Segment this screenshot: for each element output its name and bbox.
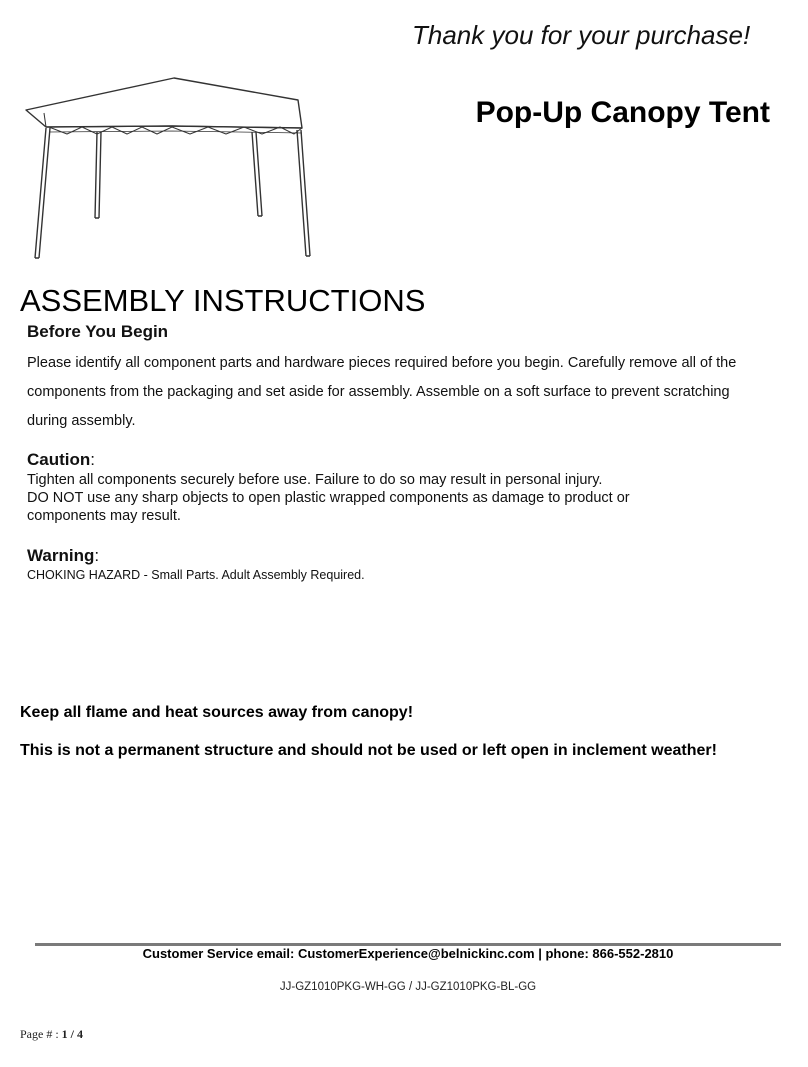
warning-label: Warning [27,546,95,565]
warning-text: CHOKING HAZARD - Small Parts. Adult Assembly Required. [27,568,365,582]
product-title: Pop-Up Canopy Tent [475,96,770,129]
page-value: 1 / 4 [61,1027,84,1041]
before-you-begin-heading: Before You Begin [27,322,169,341]
customer-service-contact: Customer Service email: CustomerExperience@belnickinc.com | phone: 866-552-2810 [142,946,674,961]
caution-heading: Caution: [27,450,96,469]
caution-text [27,472,797,526]
caution-line-1: Tighten all components securely before use. Failure to do so may result in personal injury. [27,472,603,488]
before-line-1: Please identify all component parts and hardware pieces required before you begin. Carefully remove all of the [27,355,737,371]
flame-notice: Keep all flame and heat sources away from canopy! [20,704,414,721]
weather-notice: This is not a permanent structure and should not be used or left open in inclement weather! [20,742,717,759]
model-numbers: JJ-GZ1010PKG-WH-GG / JJ-GZ1010PKG-BL-GG [279,981,537,993]
page-label: Page # : [20,1027,62,1041]
page-number [20,1027,83,1042]
canopy-tent-illustration [22,70,322,270]
before-line-2: components from the packaging and set aside for assembly. Assemble on a soft surface to prevent scratching [27,384,730,400]
assembly-title: ASSEMBLY INSTRUCTIONS [20,283,426,318]
before-line-3: during assembly. [27,413,136,429]
warning-heading: Warning: [27,546,100,565]
caution-line-2: DO NOT use any sharp objects to open plastic wrapped components as damage to product or [27,490,630,506]
caution-label: Caution [27,450,91,469]
thank-you-message: Thank you for your purchase! [412,20,751,50]
caution-line-3: components may result. [27,508,181,524]
before-you-begin-text [27,349,797,436]
